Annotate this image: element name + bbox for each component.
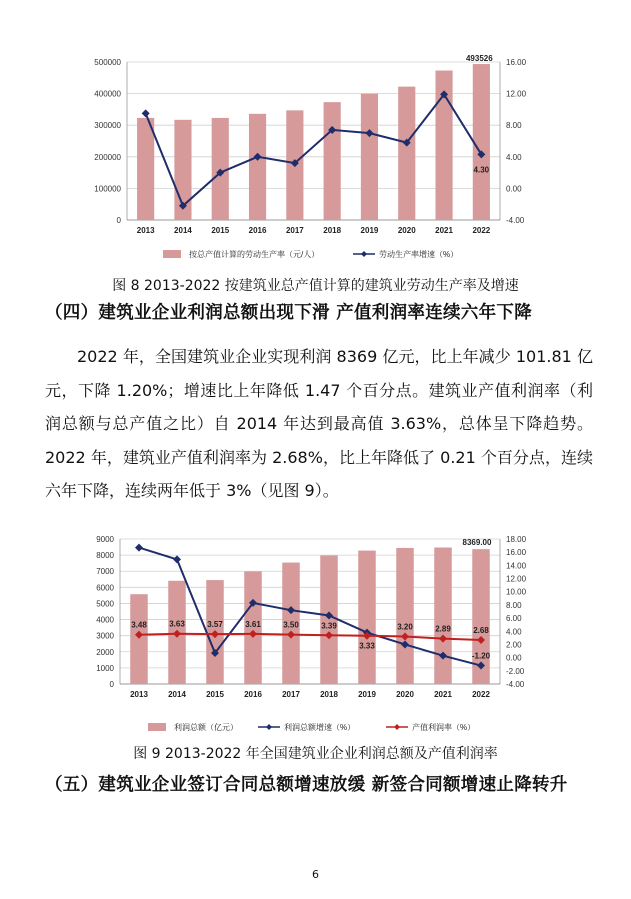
right-axis-tick: 0.00 xyxy=(506,653,522,663)
labor-productivity-chart xyxy=(0,40,631,272)
x-axis-tick: 2015 xyxy=(211,226,230,235)
bar-2019 xyxy=(361,94,378,220)
data-label: 2.89 xyxy=(435,624,451,634)
right-axis-tick: 2.00 xyxy=(506,640,522,650)
left-axis-tick: 300000 xyxy=(94,121,121,131)
x-axis-tick: 2018 xyxy=(323,226,342,235)
bar-2016 xyxy=(249,114,266,220)
right-axis-tick: 4.00 xyxy=(506,627,522,637)
left-axis-tick: 2000 xyxy=(96,647,114,657)
x-axis-tick: 2022 xyxy=(472,226,491,235)
bar-2022 xyxy=(473,64,490,220)
x-axis-tick: 2018 xyxy=(320,690,338,699)
left-axis-tick: 500000 xyxy=(94,58,121,67)
bar-2013 xyxy=(130,594,147,684)
left-axis-tick: 4000 xyxy=(96,615,114,625)
legend-swatch-marker xyxy=(266,724,272,730)
data-label: 493526 xyxy=(465,54,493,64)
section-4-heading: （四）建筑业企业利润总额出现下滑 产值利润率连续六年下降 xyxy=(45,303,532,323)
left-axis-tick: 9000 xyxy=(96,535,114,544)
x-axis-tick: 2016 xyxy=(244,690,262,699)
page-number: 6 xyxy=(312,868,319,881)
left-axis-tick: 200000 xyxy=(94,152,121,162)
data-label: 3.48 xyxy=(131,620,147,630)
series-line-2 xyxy=(139,634,481,640)
x-axis-tick: 2015 xyxy=(206,690,224,699)
data-label: 3.63 xyxy=(169,619,185,629)
left-axis-tick: 7000 xyxy=(96,567,114,577)
series-point-1 xyxy=(173,555,181,563)
x-axis-tick: 2017 xyxy=(285,226,304,235)
right-axis-tick: 16.00 xyxy=(506,58,527,67)
x-axis-tick: 2014 xyxy=(168,690,186,699)
right-axis-tick: 14.00 xyxy=(506,561,527,571)
legend-swatch-bar xyxy=(163,250,181,258)
series-point-1 xyxy=(142,109,150,117)
right-axis-tick: 18.00 xyxy=(506,535,527,544)
bar-2021 xyxy=(434,548,451,684)
figure-8-caption: 图 8 2013-2022 按建筑业总产值计算的建筑业劳动生产率及增速 xyxy=(112,278,519,294)
figure-9-caption: 图 9 2013-2022 年全国建筑业企业利润总额及产值利润率 xyxy=(133,746,498,762)
x-axis-tick: 2019 xyxy=(360,226,379,235)
series-point-1 xyxy=(135,544,143,552)
right-axis-tick: 6.00 xyxy=(506,614,522,624)
x-axis-tick: 2014 xyxy=(174,226,192,235)
left-axis-tick: 0 xyxy=(109,680,114,689)
x-axis-tick: 2021 xyxy=(434,690,452,699)
x-axis-tick: 2022 xyxy=(472,690,490,699)
legend-swatch-marker xyxy=(361,251,367,257)
x-axis-tick: 2017 xyxy=(282,690,300,699)
legend-label: 产值利润率（%） xyxy=(412,723,476,732)
data-label: 3.33 xyxy=(359,641,375,651)
right-axis-tick: 8.00 xyxy=(506,600,522,610)
series-line-1 xyxy=(139,548,481,666)
bar-2018 xyxy=(324,102,341,220)
right-axis-tick: -4.00 xyxy=(506,680,525,689)
x-axis-tick: 2013 xyxy=(136,226,155,235)
left-axis-tick: 3000 xyxy=(96,631,114,641)
legend-swatch-marker xyxy=(394,724,400,730)
right-axis-tick: 8.00 xyxy=(506,121,522,131)
data-label: 3.50 xyxy=(283,620,299,630)
profit-chart xyxy=(0,524,631,754)
right-axis-tick: -2.00 xyxy=(506,666,525,676)
data-label: -1.20 xyxy=(471,651,491,661)
data-label: 2.68 xyxy=(473,625,489,635)
section-4-paragraph: 2022 年，全国建筑业企业实现利润 8369 亿元，比上年减少 101.81 亿元，下降 1.20%；增速比上年降低 1.47 个百分点。建筑业产值利润率（利润总额与总产值之比）自 2014 年达到最高值 3.63%，总体呈下降趋势。2022 年，建筑业产值利润率为 2.68%，比上年降低了 0.21 个百分点，连续六年下降，连续两年低于 3%（见图 9）。 xyxy=(45,347,593,500)
section-5-heading: （五）建筑业企业签订合同总额增速放缓 新签合同额增速止降转升 xyxy=(45,775,568,795)
left-axis-tick: 400000 xyxy=(94,89,121,99)
left-axis-tick: 8000 xyxy=(96,551,114,561)
data-label: 4.30 xyxy=(473,165,490,175)
right-axis-tick: 12.00 xyxy=(506,574,527,584)
series-line-1 xyxy=(146,94,482,205)
x-axis-tick: 2020 xyxy=(397,226,416,235)
bar-2018 xyxy=(320,556,337,684)
left-axis-tick: 100000 xyxy=(94,184,121,194)
legend-label: 利润总额增速（%） xyxy=(284,723,356,732)
legend-swatch-bar xyxy=(148,723,166,731)
bar-2020 xyxy=(398,87,415,220)
data-label: 3.61 xyxy=(245,619,261,629)
right-axis-tick: 4.00 xyxy=(506,152,522,162)
data-label: 3.57 xyxy=(207,620,223,630)
bar-2020 xyxy=(396,548,413,684)
data-label: 8369.00 xyxy=(462,538,492,548)
x-axis-tick: 2016 xyxy=(248,226,267,235)
right-axis-tick: -4.00 xyxy=(506,216,525,225)
bar-2019 xyxy=(358,551,375,684)
x-axis-tick: 2013 xyxy=(130,690,148,699)
left-axis-tick: 6000 xyxy=(96,583,114,593)
data-label: 3.20 xyxy=(397,622,413,632)
left-axis-tick: 0 xyxy=(116,216,121,225)
legend-label: 劳动生产率增速（%） xyxy=(379,250,459,259)
x-axis-tick: 2021 xyxy=(435,226,453,235)
right-axis-tick: 16.00 xyxy=(506,548,527,558)
left-axis-tick: 1000 xyxy=(96,663,114,673)
data-label: 3.39 xyxy=(321,621,337,631)
bar-2013 xyxy=(137,118,154,220)
legend-label: 按总产值计算的劳动生产率（元/人） xyxy=(189,250,320,259)
left-axis-tick: 5000 xyxy=(96,599,114,609)
x-axis-tick: 2020 xyxy=(396,690,414,699)
right-axis-tick: 12.00 xyxy=(506,89,527,99)
x-axis-tick: 2019 xyxy=(358,690,376,699)
right-axis-tick: 0.00 xyxy=(506,184,522,194)
legend-label: 利润总额（亿元） xyxy=(174,723,238,732)
right-axis-tick: 10.00 xyxy=(506,587,527,597)
